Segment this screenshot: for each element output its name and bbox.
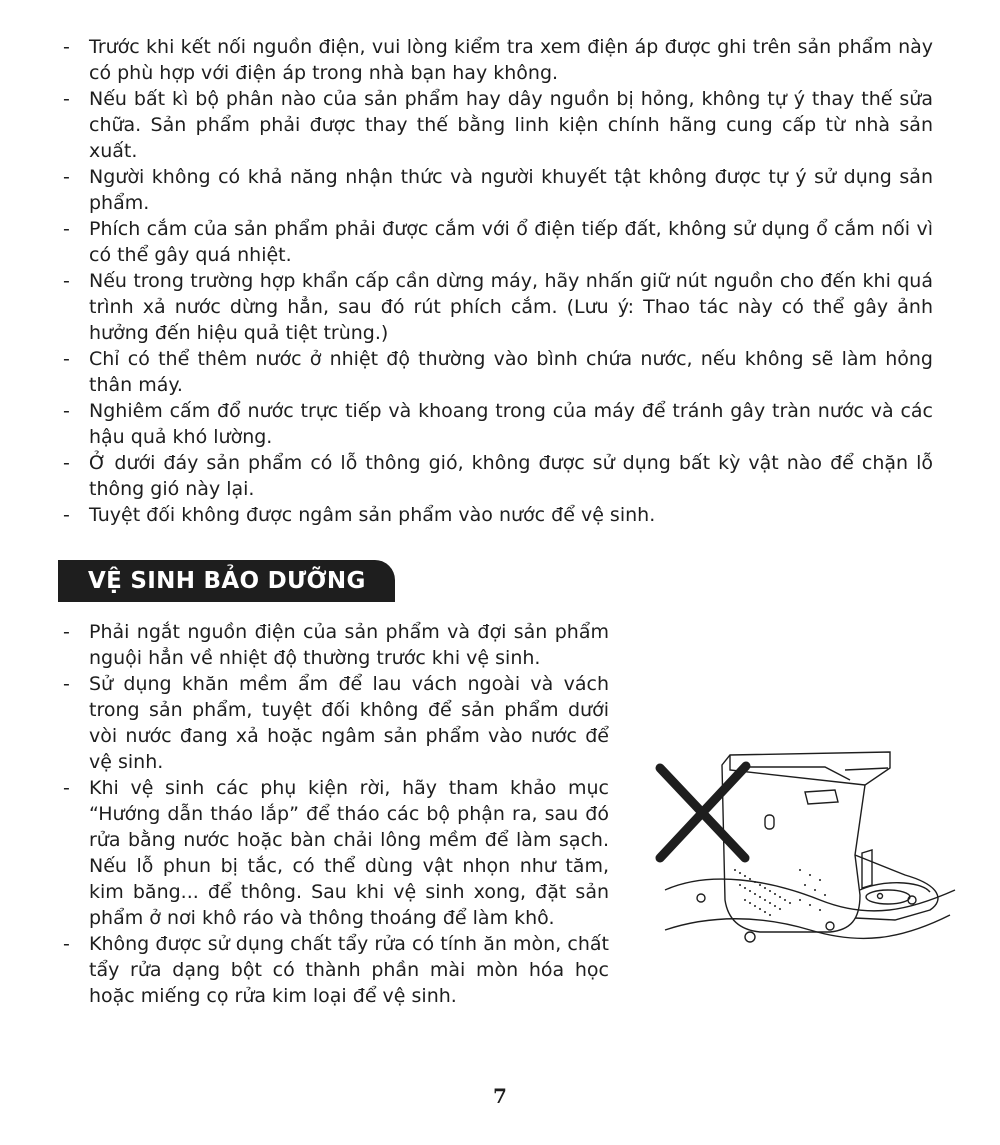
warning-text: Nghiêm cấm đổ nước trực tiếp và khoang trong của máy để tránh gây tràn nước và các hậu quả khó lường. [89, 400, 933, 448]
warning-item [63, 450, 933, 502]
maintenance-item [63, 931, 609, 1009]
maintenance-item [63, 619, 609, 671]
warning-item [63, 34, 933, 86]
section-heading [58, 560, 395, 602]
bullet-dash: - [63, 88, 70, 110]
bullet-dash: - [63, 452, 70, 474]
warning-text: Ở dưới đáy sản phẩm có lỗ thông gió, không được sử dụng bất kỳ vật nào để chặn lỗ thông gió này lại. [89, 452, 933, 500]
bullet-dash: - [63, 270, 70, 292]
warning-item [63, 164, 933, 216]
bullet-dash: - [63, 621, 70, 643]
warning-item [63, 86, 933, 164]
warning-item [63, 502, 933, 528]
maintenance-text: Phải ngắt nguồn điện của sản phẩm và đợi sản phẩm nguội hẳn về nhiệt độ thường trước khi vệ sinh. [89, 621, 609, 669]
maintenance-text: Sử dụng khăn mềm ẩm để lau vách ngoài và vách trong sản phẩm, tuyệt đối không để sản phẩm dưới vòi nước đang xả hoặc ngâm sản phẩm vào nước để vệ sinh. [89, 673, 609, 773]
warning-text: Nếu bất kì bộ phân nào của sản phẩm hay dây nguồn bị hỏng, không tự ý thay thế sửa chữa. Sản phẩm phải được thay thế bằng linh kiện chính hãng cung cấp từ nhà sản xuất. [89, 88, 933, 162]
bullet-dash: - [63, 673, 70, 695]
bullet-dash: - [63, 933, 70, 955]
warning-text: Người không có khả năng nhận thức và người khuyết tật không được tự ý sử dụng sản phẩm. [89, 166, 933, 214]
bullet-dash: - [63, 36, 70, 58]
safety-warnings-list [63, 34, 933, 528]
warning-text: Trước khi kết nối nguồn điện, vui lòng kiểm tra xem điện áp được ghi trên sản phẩm này có phù hợp với điện áp trong nhà bạn hay không. [89, 36, 933, 84]
warning-item [63, 346, 933, 398]
maintenance-list [63, 619, 609, 1009]
maintenance-item [63, 775, 609, 931]
bullet-dash: - [63, 400, 70, 422]
bullet-dash: - [63, 504, 70, 526]
warning-text: Nếu trong trường hợp khẩn cấp cần dừng máy, hãy nhấn giữ nút nguồn cho đến khi quá trình xả nước dừng hẳn, sau đó rút phích cắm. (Lưu ý: Thao tác này có thể gây ảnh hưởng đến hiệu quả tiệt trùng.) [89, 270, 933, 344]
warning-item [63, 398, 933, 450]
bullet-dash: - [63, 166, 70, 188]
warning-item [63, 268, 933, 346]
maintenance-text: Khi vệ sinh các phụ kiện rời, hãy tham khảo mục “Hướng dẫn tháo lắp” để tháo các bộ phận ra, sau đó rửa bằng nước hoặc bàn chải lông mềm để làm sạch. Nếu lỗ phun bị tắc, có thể dùng vật nhọn như tăm, kim băng... để thông. Sau khi vệ sinh xong, đặt sản phẩm ở nơi khô ráo và thông thoáng để làm khô. [89, 777, 609, 929]
warning-text: Tuyệt đối không được ngâm sản phẩm vào nước để vệ sinh. [89, 504, 656, 526]
warning-text: Phích cắm của sản phẩm phải được cắm với ổ điện tiếp đất, không sử dụng ổ cắm nối vì có thể gây quá nhiệt. [89, 218, 933, 266]
bullet-dash: - [63, 777, 70, 799]
warning-item [63, 216, 933, 268]
bullet-dash: - [63, 348, 70, 370]
do-not-submerge-icon [650, 740, 960, 950]
bullet-dash: - [63, 218, 70, 240]
section-title: VỆ SINH BẢO DƯỠNG [88, 568, 366, 594]
maintenance-item [63, 671, 609, 775]
page-number: 7 [493, 1084, 507, 1108]
maintenance-text: Không được sử dụng chất tẩy rửa có tính ăn mòn, chất tẩy rửa dạng bột có thành phần mài mòn hóa học hoặc miếng cọ rửa kim loại để vệ sinh. [89, 933, 609, 1007]
warning-text: Chỉ có thể thêm nước ở nhiệt độ thường vào bình chứa nước, nếu không sẽ làm hỏng thân máy. [89, 348, 933, 396]
